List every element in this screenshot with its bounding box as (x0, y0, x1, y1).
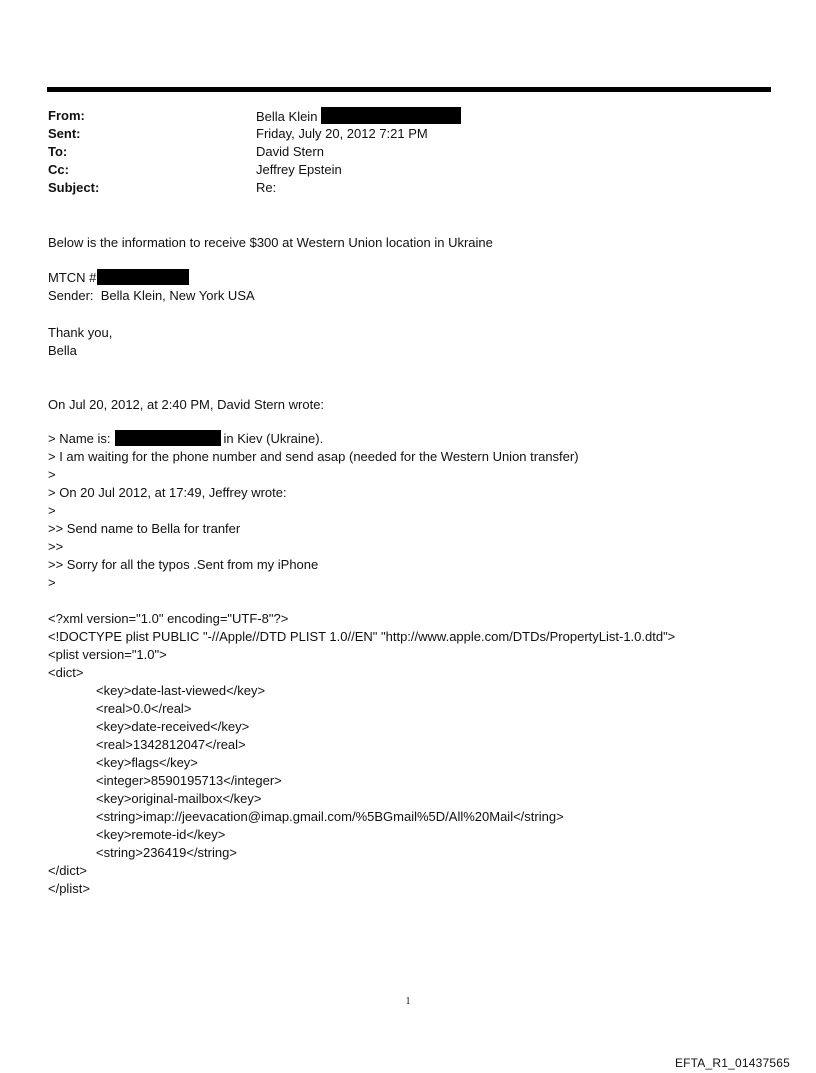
plist-entry: <key>original-mailbox</key> (96, 791, 262, 806)
quote-line: > (48, 503, 56, 518)
plist-entry: <key>remote-id</key> (96, 827, 226, 842)
plist-xml-declaration: <?xml version="1.0" encoding="UTF-8"?> (48, 611, 289, 626)
subject-value: Re: (256, 180, 277, 195)
quote-line: > (48, 575, 56, 590)
quote-name-suffix: in Kiev (Ukraine). (223, 431, 324, 446)
to-value: David Stern (256, 144, 324, 159)
cc-value: Jeffrey Epstein (256, 162, 342, 177)
quote-name-line (48, 430, 323, 448)
dict-open-tag: <dict> (48, 665, 84, 680)
quote-line: > (48, 467, 56, 482)
plist-entry: <key>date-received</key> (96, 719, 250, 734)
plist-entry: <real>0.0</real> (96, 701, 192, 716)
dict-close-tag: </dict> (48, 863, 88, 878)
from-name: Bella Klein (256, 109, 318, 124)
redaction-box (321, 107, 461, 124)
quote-line: > I am waiting for the phone number and send asap (needed for the Western Union transfer) (48, 449, 579, 464)
plist-open-tag: <plist version="1.0"> (48, 647, 167, 662)
from-label: From: (48, 108, 85, 123)
sent-value: Friday, July 20, 2012 7:21 PM (256, 126, 428, 141)
quote-attribution: On Jul 20, 2012, at 2:40 PM, David Stern wrote: (48, 397, 325, 412)
from-value (256, 107, 461, 126)
redaction-box (115, 430, 221, 446)
sender-line: Sender: Bella Klein, New York USA (48, 288, 255, 303)
plist-entry: <integer>8590195713</integer> (96, 773, 282, 788)
quote-line: > On 20 Jul 2012, at 17:49, Jeffrey wrote: (48, 485, 287, 500)
quote-name-prefix: > Name is: (48, 431, 111, 446)
to-label: To: (48, 144, 68, 159)
plist-entry: <string>236419</string> (96, 845, 237, 860)
message-intro: Below is the information to receive $300 at Western Union location in Ukraine (48, 235, 493, 250)
cc-label: Cc: (48, 162, 69, 177)
plist-entry: <key>flags</key> (96, 755, 198, 770)
plist-close-tag: </plist> (48, 881, 90, 896)
thanks-line: Thank you, (48, 325, 113, 340)
subject-label: Subject: (48, 180, 100, 195)
page-number: 1 (405, 996, 411, 1007)
plist-doctype: <!DOCTYPE plist PUBLIC "-//Apple//DTD PLIST 1.0//EN" "http://www.apple.com/DTDs/PropertyList-1.0.dtd"> (48, 629, 676, 644)
plist-entry: <real>1342812047</real> (96, 737, 246, 752)
signature: Bella (48, 343, 77, 358)
plist-entry: <key>date-last-viewed</key> (96, 683, 266, 698)
plist-entry: <string>imap://jeevacation@imap.gmail.com/%5BGmail%5D/All%20Mail</string> (96, 809, 564, 824)
mtcn-line (48, 269, 189, 287)
mtcn-label: MTCN # (48, 270, 97, 285)
quote-line: >> (48, 539, 64, 554)
quote-line: >> Send name to Bella for tranfer (48, 521, 241, 536)
sent-label: Sent: (48, 126, 81, 141)
redaction-box (97, 269, 189, 285)
bates-stamp: EFTA_R1_01437565 (674, 1056, 790, 1070)
header-divider (47, 87, 771, 92)
quote-line: >> Sorry for all the typos .Sent from my iPhone (48, 557, 319, 572)
